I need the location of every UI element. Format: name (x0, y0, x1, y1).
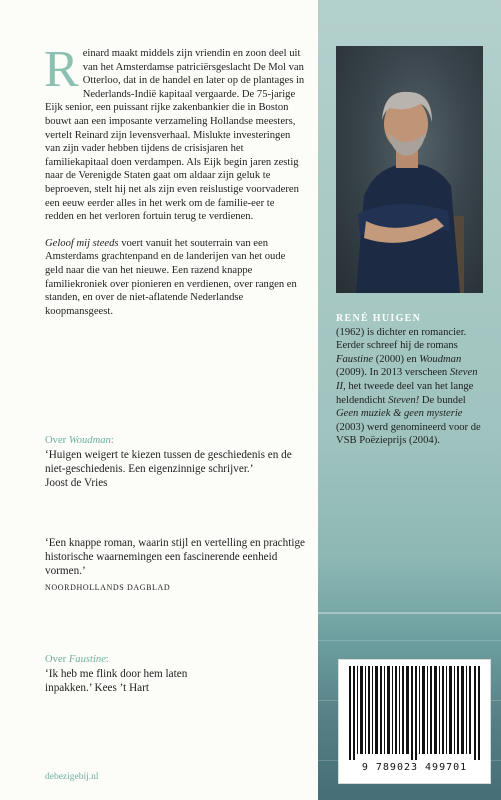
book-title-inline: Steven II (336, 367, 478, 392)
author-name: RENÉ HUIGEN (336, 313, 422, 324)
sea-wave (318, 640, 501, 641)
synopsis-paragraph-1 (44, 41, 305, 224)
book-title-inline: Woudman (419, 353, 462, 365)
review-noordhollands (45, 536, 305, 594)
book-title-inline: Faustine (336, 353, 374, 365)
review-quote: ‘Ik heb me flink door hem laten inpakken.’ Kees ’t Hart (45, 667, 188, 694)
synopsis (44, 41, 305, 318)
review-book-title: Woudman (68, 435, 111, 446)
synopsis-text-1: einard maakt middels zijn vriendin en zoon deel uit van het Amsterdamse patriciërsgeslacht De Mol van Otterloo, dat in de handel en later op de plantages in Nederlands-Indië kapitaal vergaarde. De 75-jarige Eijk senior, een puissant rijke zakenbankier die in Boston bouwt aan een imposante verzameling Hollandse meesters, vertelt Reinard zijn levensverhaal. Mislukte investeringen van zijn vader hebben tijdens de crisisjaren het familiekapitaal doen verdampen. Als Eijk begin jaren zestig naar de Verenigde Staten gaat om aldaar zijn geluk te beproeven, stelt hij net als zijn even reislustige voorvaderen een eeuw eerder alles in het werk om de familie-eer te redden en het verloren fortuin terug te verdienen. (45, 48, 305, 223)
synopsis-text-2: voert vanuit het souterrain van een Amsterdams grachtenpand en de landerijen van het oude geld naar die van het nieuwe. Een razend knappe familiekroniek over pionieren en verdienen, over rangen en standen, en over de niet-aflatende Nederlandse koopmansgeest. (45, 237, 297, 317)
review-woudman (45, 434, 305, 490)
author-photo (336, 46, 483, 293)
review-source: NOORDHOLLANDS DAGBLAD (45, 582, 171, 592)
review-quote: ‘Een knappe roman, waarin stijl en vertelling en prachtige historische waarnemingen een fascinerende eenheid vormen.’ (45, 537, 306, 578)
book-title-inline: Geloof mij steeds (45, 237, 119, 249)
synopsis-paragraph-2 (45, 237, 305, 319)
book-title-inline: Geen muziek & geen mysterie (336, 408, 463, 420)
dropcap: R (44, 41, 79, 98)
book-title-inline: Steven! (388, 394, 420, 406)
sea-horizon (318, 612, 501, 614)
review-faustine (45, 653, 305, 695)
review-book-title: Faustine (68, 654, 106, 665)
review-heading: Over Woudman: (45, 435, 114, 446)
isbn-number: 9 789023 499701 (361, 762, 468, 773)
review-quote: ‘Huigen weigert te kiezen tussen de geschiedenis en de niet-geschiedenis. Een eigenzinnige schrijver.’ (45, 448, 292, 475)
isbn-barcode (338, 659, 491, 784)
author-portrait-icon (336, 46, 483, 293)
publisher-url: debezigebij.nl (45, 772, 99, 782)
barcode-bars (347, 666, 482, 760)
author-bio: RENÉ HUIGEN (1962) is dichter en romancier. Eerder schreef hij de romans Faustine (2000) en Woudman (2009). In 2013 verscheen Steven II, het tweede deel van het lange heldendicht Steven! De bundel Geen muziek & geen mysterie (2003) werd genomineerd voor de VSB Poëzieprijs (2004). (336, 312, 486, 448)
review-heading: Over Faustine: (45, 654, 109, 665)
review-author: Joost de Vries (45, 477, 108, 489)
